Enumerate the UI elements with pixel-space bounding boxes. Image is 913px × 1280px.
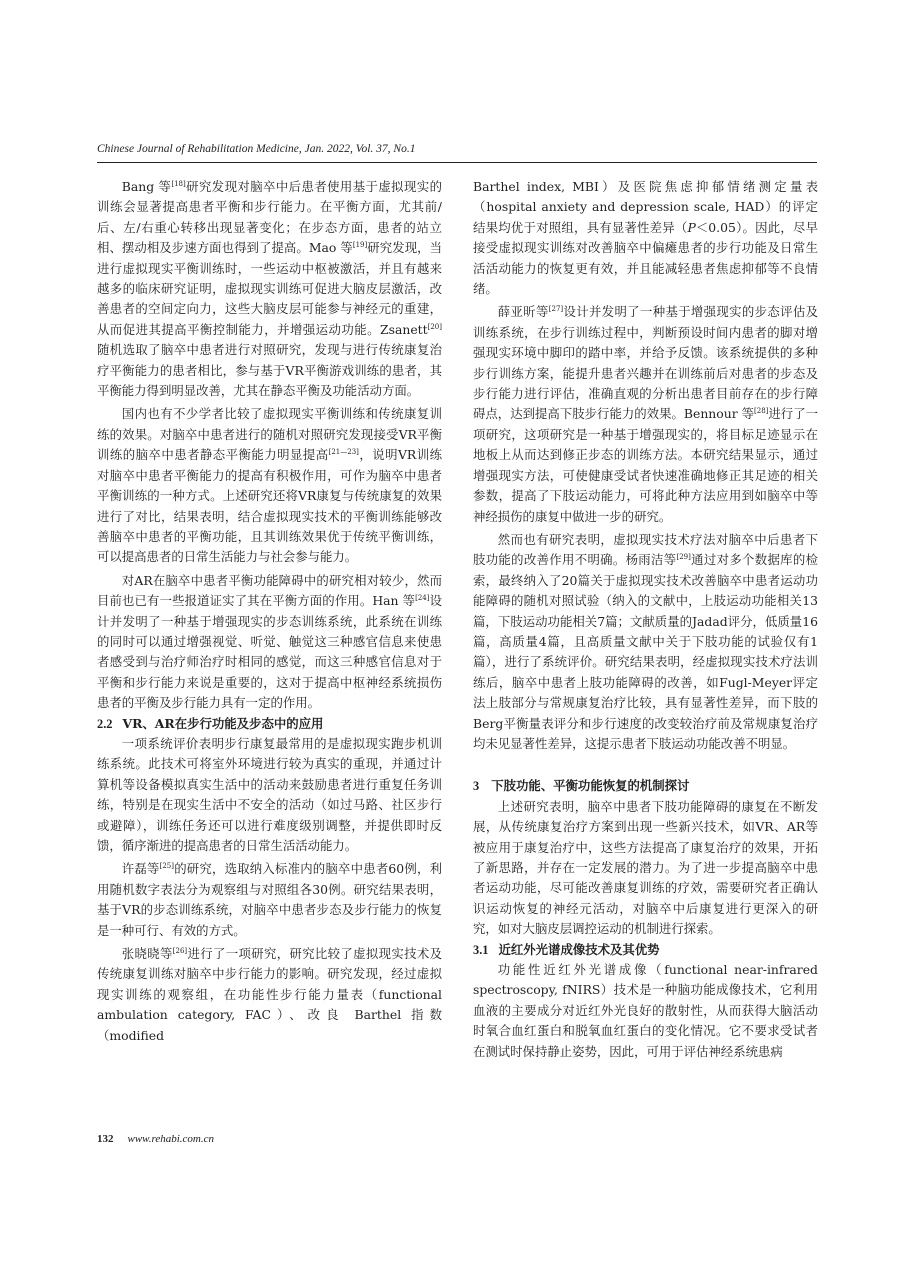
text-span: 对AR在脑卒中患者平衡功能障碍中的研究相对较少，然而目前也已有一些报道证实了其在平衡方面的作用。Han 等	[97, 572, 442, 609]
text-span: ，说明VR训练对脑卒中患者平衡能力的提高有积极作用，可作为脑卒中患者平衡训练的一种方式。上述研究还将VR康复与传统康复的效果进行了对比，结果表明，结合虚拟现实技术的平衡训练能够改善脑卒中患者的平衡功能，且其训练效果优于传统平衡训练，可以提高患者的日常生活能力与社会参与能力。	[97, 447, 443, 565]
section-number: 3	[473, 779, 480, 794]
citation-ref[interactable]: [25]	[159, 862, 174, 871]
text-span: 然而也有研究表明，虚拟现实技术疗法对脑卒中后患者下肢功能的改善作用不明确。杨雨洁等	[473, 531, 818, 568]
text-span: 进行了一项研究，这项研究是一种基于增强现实的，将目标足迹显示在地板上从而达到修正步态的训练方法。本研究结果显示，通过增强现实方法，可使健康受试者快速准确地修正其足迹的相关参数，提高了下肢运动能力，可将此种方法应用到如脑卒中等神经损伤的康复中做进一步的研究。	[473, 406, 819, 524]
citation-ref[interactable]: [29]	[676, 553, 691, 562]
text-span: 设计并发明了一种基于增强现实的步态训练系统，此系统在训练的同时可以通过增强视觉、听觉、触觉这三种感官信息来使患者感受到与治疗师治疗时相同的感觉，而这三种感官信息对于平衡和步行能力来说是重要的，这对于提高中枢神经系统损伤患者的平衡及步行能力具有一定的作用。	[97, 593, 442, 711]
citation-ref[interactable]: [18]	[171, 179, 186, 188]
paragraph	[473, 530, 818, 754]
section-number: 3.1	[473, 942, 489, 957]
citation-ref[interactable]: [21—23]	[328, 448, 359, 457]
citation-ref[interactable]: [26]	[172, 946, 188, 955]
page-number: 132	[97, 1133, 114, 1145]
section-heading-3	[473, 776, 818, 796]
citation-ref[interactable]: [28]	[754, 407, 769, 416]
page-footer	[97, 1132, 214, 1145]
paragraph	[473, 177, 818, 299]
text-span: 研究发现，当进行虚拟现实平衡训练时，一些运动中枢被激活，并且有越来越多的临床研究证明，虚拟现实训练可促进大脑皮层激活，改善患者的空间定向力，这些大脑皮层可能参与神经元的重建，从而促进其提高平衡控制能力，并增强运动功能。Zsanett	[97, 240, 443, 337]
citation-ref[interactable]: [20]	[427, 322, 442, 331]
right-column	[473, 177, 818, 1062]
section-number: 2.2	[97, 716, 113, 731]
text-span: 研究发现对脑卒中后患者使用基于虚拟现实的训练会显著提高患者平衡和步行能力。在平衡方面，尤其前/后、左/右重心转移出现显著变化；在步态方面，患者的站立相、摆动相及步速方面也得到了提高。Mao 等	[97, 179, 442, 256]
header-rule	[97, 162, 817, 163]
citation-ref[interactable]: [19]	[352, 241, 368, 250]
text-span: 进行了一项研究，研究比较了虚拟现实技术及传统康复训练对脑卒中步行能力的影响。研究发现，经过虚拟现实训练的观察组，在功能性步行能力量表（functional ambulation category, FAC）、改良 Barthel 指数（modified	[97, 946, 443, 1043]
paragraph	[97, 571, 442, 714]
text-span: 国内也有不少学者比较了虚拟现实平衡训练和传统康复训练的效果。对脑卒中患者进行的随机对照研究发现接受VR平衡训练的脑卒中患者静态平衡能力明显提高	[97, 406, 442, 463]
journal-url[interactable]: www.rehabi.com.cn	[127, 1133, 214, 1145]
paragraph	[97, 944, 442, 1046]
paragraph	[473, 302, 818, 526]
text-span: Bang 等	[121, 179, 172, 194]
citation-ref[interactable]: [24]	[415, 594, 430, 602]
section-title: VR、AR在步行功能及步态中的应用	[122, 715, 324, 731]
paragraph: 一项系统评价表明步行康复最常用的是虚拟现实跑步机训练系统。此技术可将室外环境进行较为真实的重现，并通过计算机等设备模拟真实生活中的活动来鼓励患者进行重复任务训练，特别是在现实生活中不安全的活动（如过马路、社区步行或避障），训练任务还可以进行难度级别调整，并提供即时反馈，循序渐进的提高患者的日常生活活动能力。	[97, 735, 442, 853]
text-span: 随机选取了脑卒中患者进行对照研究，发现与进行传统康复治疗平衡能力的患者相比，参与基于VR平衡游戏训练的患者，其平衡能力得到明显改善，尤其在静态平衡及功能活动方面。	[97, 342, 442, 399]
text-span: 的研究，选取纳入标准内的脑卒中患者60例，利用随机数字表法分为观察组与对照组各30例。研究结果表明，基于VR的步态训练系统，对脑卒中患者步态及步行能力的恢复是一种可行、有效的方式。	[97, 861, 442, 938]
paragraph: 功能性近红外光谱成像（functional near-infrared spectroscopy, fNIRS）技术是一种脑功能成像技术，它利用血液的主要成分对近红外光良好的散射性，从而获得大脑活动时氧合血红蛋白和脱氧血红蛋白的变化情况。它不要求受试者在测试时保持静止姿势，因此，可用于评估神经系统患病	[473, 962, 818, 1059]
running-head: Chinese Journal of Rehabilitation Medicine, Jan. 2022, Vol. 37, No.1	[97, 143, 416, 155]
text-span: 通过对多个数据库的检索，最终纳入了20篇关于虚拟现实技术改善脑卒中患者运动功能障碍的随机对照试验（纳入的文献中，上肢运动功能相关13篇，下肢运动功能相关7篇；文献质量的Jadad评分，低质量16篇，高质量4篇，且高质量文献中关于下肢功能的试验仅有1篇），进行了系统评价。研究结果表明，经虚拟现实技术疗法训练后，脑卒中患者上肢功能障碍的改善，如Fugl-Meyer评定法上肢部分与常规康复治疗比较，具有显著性差异，而下肢的Berg平衡量表评分和步行速度的改变较治疗前及常规康复治疗均未见显著性差异，这提示患者下肢运动功能改善不明显。	[473, 552, 819, 751]
section-title: 近红外光谱成像技术及其优势	[498, 941, 660, 957]
section-heading-3-1	[473, 940, 818, 960]
citation-ref[interactable]: [27]	[548, 305, 564, 314]
text-span: ＜0.05）。因此，尽早接受虚拟现实训练对改善脑卒中偏瘫患者的步行功能及日常生活活动能力的恢复更有效，并且能减轻患者焦虑抑郁等不良情绪。	[473, 219, 819, 297]
paragraph	[97, 859, 442, 941]
text-span: 设计并发明了一种基于增强现实的步态评估及训练系统，在步行训练过程中，判断预设时间内患者的脚对增强现实环境中脚印的踏中率，并给予反馈。该系统提供的多种步行训练方案，能提升患者兴趣并在训练前后对患者的步态及步行能力进行评估，准确直观的分析出患者目前存在的步行障碍点，达到提高下肢步行能力的效果。Bennour 等	[473, 304, 819, 422]
text-span: 张晓晓等	[121, 946, 173, 962]
paragraph	[97, 404, 442, 567]
text-span: 许磊等	[121, 861, 160, 877]
section-title: 下肢功能、平衡功能恢复的机制探讨	[491, 778, 690, 794]
paragraph: 上述研究表明，脑卒中患者下肢功能障碍的康复在不断发展，从传统康复治疗方案到出现一些新兴技术，如VR、AR等被应用于康复治疗中，这些方法提高了康复治疗的效果，开拓了新思路，并存在一定发展的潜力。为了进一步提高脑卒中患者运动功能，尽可能改善康复训练的疗效，需要研究者正确认识运动恢复的神经元活动，对脑卒中后康复进行更深入的研究，如对大脑皮层调控运动的机制进行探索。	[473, 798, 818, 937]
p-value-symbol: P	[687, 219, 696, 235]
section-heading-2-2	[97, 714, 442, 734]
text-span: Barthel index, MBI）及医院焦虑抑郁情绪测定量表（hospital anxiety and depression scale, HAD）的评定结果均优于对照组，具有显著性差异（	[473, 179, 818, 235]
left-column	[97, 177, 442, 1046]
text-span: 薛亚昕等	[497, 304, 549, 320]
paragraph	[97, 177, 442, 401]
